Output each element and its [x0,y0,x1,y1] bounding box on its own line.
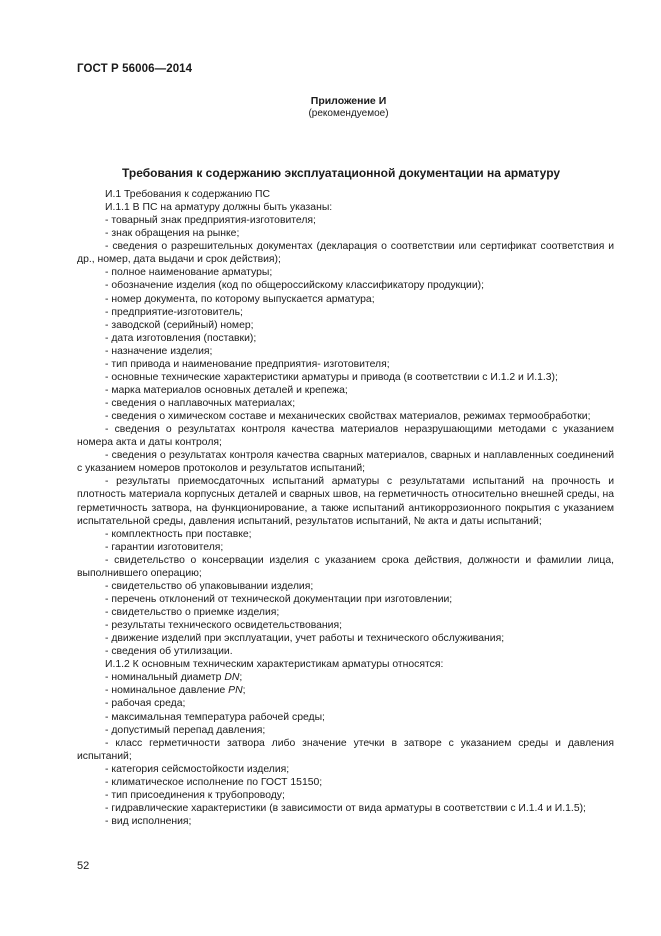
pn-symbol: PN [228,685,243,697]
list-item: - основные технические характеристики арматуры и привода (в соответствии с И.1.2 и И.1.3); [105,371,558,383]
list-item: - категория сейсмостойкости изделия; [105,763,290,775]
list-item: - вид исполнения; [105,816,192,827]
list-item: - максимальная температура рабочей среды; [105,711,325,723]
list-item-pn [77,684,614,697]
list-item: - дата изготовления (поставки); [105,332,257,344]
list-item: - сведения о наплавочных материалах; [105,398,296,409]
list-item: - допустимый перепад давления; [105,724,266,736]
list-item: - комплектность при поставке; [105,528,252,540]
list-item: - рабочая среда; [105,698,186,710]
list-item: - свидетельство о консервации изделия с указанием срока действия, должности и фамилии лица, выполнившего операцию; [77,554,614,579]
list-item: - сведения о химическом составе и механических свойствах материалов, режимах термообработки; [105,411,591,423]
list-item: - номер документа, по которому выпускается арматура; [105,293,375,305]
page-number: 52 [77,860,90,872]
list-item: - гарантии изготовителя; [105,541,224,553]
paragraph: И.1.2 К основным техническим характеристикам арматуры относятся: [105,659,444,671]
list-item: - тип присоединения к трубопроводу; [105,789,285,801]
list-item: - сведения о результатах контроля качества сварных материалов, сварных и наплавленных соединений с указанием номеров протоколов и результатов испытаний; [77,450,614,475]
appendix-title: Приложение И [310,95,387,107]
list-item: - результаты технического освидетельствования; [105,620,342,632]
pn-item-end: ; [242,685,246,697]
list-item: - знак обращения на рынке; [105,228,240,240]
list-item: - назначение изделия; [105,345,213,357]
list-item: - обозначение изделия (код по общероссийскому классификатору продукции); [105,280,485,292]
list-item: - свидетельство об упаковывании изделия; [105,580,314,592]
list-item: - сведения о результатах контроля качества материалов неразрушающими методами с указанием номера акта и даты контроля; [77,424,614,449]
list-item: - товарный знак предприятия-изготовителя; [105,215,316,227]
document-header: ГОСТ Р 56006—2014 [77,63,193,75]
list-item: - сведения об утилизации. [105,646,233,658]
dn-symbol: DN [224,672,240,684]
list-item: - гидравлические характеристики (в зависимости от вида арматуры в соответствии с И.1.4 и И.1.5); [105,802,586,814]
paragraph: И.1.1 В ПС на арматуру должны быть указаны: [105,202,333,214]
list-item: - движение изделий при эксплуатации, учет работы и технического обслуживания; [105,633,505,645]
list-item: - климатическое исполнение по ГОСТ 15150; [105,776,323,788]
section-title: Требования к содержанию эксплуатационной документации на арматуру [122,166,561,180]
paragraph: И.1 Требования к содержанию ПС [105,189,271,200]
list-item: - марка материалов основных деталей и крепежа; [105,384,348,396]
list-item: - результаты приемосдаточных испытаний арматуры с результатами испытаний на прочность и плотность материала корпусных деталей и сварных швов, на герметичность относительно внешней среды, на герметичность затвора, на функционирование, а также испытаний антикоррозионного покрытия с указанием испытательной среды, давления испытаний, результатов испытаний, № акта и даты испытаний; [77,476,614,527]
list-item: - полное наименование арматуры; [105,267,273,279]
appendix-subtitle: (рекомендуемое) [308,108,389,119]
dn-item-text: - номинальный диаметр [105,672,225,684]
list-item: - свидетельство о приемке изделия; [105,607,280,618]
list-item: - перечень отклонений от технической документации при изготовлении; [105,593,453,605]
list-item: - заводской (серийный) номер; [105,319,254,331]
dn-item-end: ; [239,672,243,684]
appendix-heading [0,95,661,119]
list-item: - тип привода и наименование предприятия- изготовителя; [105,358,390,370]
list-item-dn [77,671,614,684]
list-item: - предприятие-изготовитель; [105,306,243,318]
pn-item-text: - номинальное давление [105,685,229,697]
list-item: - класс герметичности затвора либо значение утечки в затворе с указанием среды и давления испытаний; [77,737,614,762]
document-body [77,188,614,828]
list-item: - сведения о разрешительных документах (декларация о соответствии или сертификат соответствия и др., номер, дата выдачи и срок действия); [77,241,614,266]
